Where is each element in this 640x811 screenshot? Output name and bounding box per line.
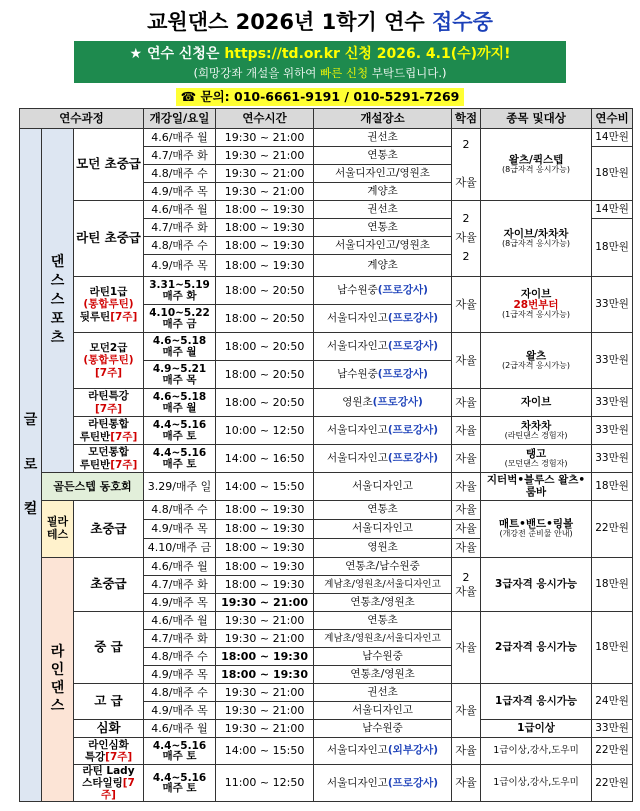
registration-link[interactable]: https://td.or.kr 신청 2026. 4.1(수)까지!	[224, 46, 511, 62]
course-line-mid: 중 급	[74, 612, 144, 684]
course-latin-routine: 라틴통합 루틴반[7주]	[74, 417, 144, 445]
table-row: 4.9/매주 목 18:00 ~ 19:30 서울디자인고 자율	[20, 520, 633, 539]
col-place: 개설장소	[314, 109, 452, 129]
table-header	[20, 109, 633, 129]
table-row: 심화 4.6/매주 월 19:30 ~ 21:00 남수원중 1급이상 33만원	[20, 720, 633, 738]
course-latin-basic: 라틴 초중급	[74, 201, 144, 277]
col-credit: 학점	[452, 109, 481, 129]
table-row: 4.7/매주 화 18:00 ~ 19:30 계남초/영원초/서울디자인고	[20, 576, 633, 594]
table-row: 4.7/매주 화 19:30 ~ 21:00 계남초/영원초/서울디자인고	[20, 630, 633, 648]
table-row: 필라테스 초중급 4.8/매주 수 18:00 ~ 19:30 연통초 자율 매트•밴드•링볼 (개강전 준비물 안내) 22만원	[20, 501, 633, 520]
table-row: 라인심화 특강[7주] 4.4~5.16 매주 토 14:00 ~ 15:50 서울디자인고(외부강사) 자율 1급이상,강사,도우미 22만원	[20, 738, 633, 765]
table-row: 4.9~5.21 매주 목 18:00 ~ 20:50 남수원중(프로강사)	[20, 361, 633, 389]
table-row: 4.7/매주 화 18:00 ~ 19:30 연통초 18만원	[20, 219, 633, 237]
course-modern2: 모던2급 (통합루틴) [7주]	[74, 333, 144, 389]
table-row: 라틴통합 루틴반[7주] 4.4~5.16 매주 토 10:00 ~ 12:50 서울디자인고(프로강사) 자율 차차차 (라틴댄스 경험자) 33만원	[20, 417, 633, 445]
col-time: 연수시간	[216, 109, 314, 129]
status-badge: 접수중	[432, 10, 493, 34]
course-modern-routine: 모던통합 루틴반[7주]	[74, 445, 144, 473]
group-pilates: 필라테스	[42, 501, 74, 558]
course-pilates: 초중급	[74, 501, 144, 558]
table-row: 고 급 4.8/매주 수 19:30 ~ 21:00 권선초 자율 1급자격 응시가능 24만원	[20, 684, 633, 702]
table-row: 모던2급 (통합루틴) [7주] 4.6~5.18 매주 월 18:00 ~ 20:50 서울디자인고(프로강사) 자율 왈츠 (2급자격 응시가능) 33만원	[20, 333, 633, 361]
group-linedance: 라인댄스	[42, 558, 74, 802]
schedule-table	[19, 108, 633, 802]
course-line-basic: 초중급	[74, 558, 144, 612]
course-golden-step: 골든스텝 동호회	[42, 473, 144, 501]
table-row: 4.10~5.22 매주 금 18:00 ~ 20:50 서울디자인고(프로강사)	[20, 305, 633, 333]
col-date: 개강일/요일	[144, 109, 216, 129]
table-row: 4.9/매주 목 19:30 ~ 21:00 계양초	[20, 183, 633, 201]
table-row: 모던통합 루틴반[7주] 4.4~5.16 매주 토 14:00 ~ 16:50 서울디자인고(프로강사) 자율 탱고 (모던댄스 경험자) 33만원	[20, 445, 633, 473]
table-row: 4.8/매주 수 19:30 ~ 21:00 서울디자인고/영원초	[20, 165, 633, 183]
table-row: 4.7/매주 화 19:30 ~ 21:00 연통초 18만원	[20, 147, 633, 165]
table-row: 라틴 Lady 스타일링[7주] 4.4~5.16 매주 토 11:00 ~ 12:50 서울디자인고(프로강사) 자율 1급이상,강사,도우미 22만원	[20, 765, 633, 802]
group-global: 글로컬	[20, 129, 42, 802]
table-row: 라틴특강 [7주] 4.6~5.18 매주 월 18:00 ~ 20:50 영원초(프로강사) 자율 자이브 33만원	[20, 389, 633, 417]
course-modern-basic: 모던 초중급	[74, 129, 144, 201]
table-row: 4.9/매주 목 19:30 ~ 21:00 서울디자인고	[20, 702, 633, 720]
col-course: 연수과정	[20, 109, 144, 129]
table-row: 골든스텝 동호회 3.29/매주 일 14:00 ~ 15:50 서울디자인고 자율 지터벅•블루스 왈츠•룸바 18만원	[20, 473, 633, 501]
table-row: 글로컬 댄스스포츠 모던 초중급 4.6/매주 월 19:30 ~ 21:00 권선초 2 자율 왈츠/퀵스텝 (8급자격 응시가능) 14만원	[20, 129, 633, 147]
table-row: 4.9/매주 목 18:00 ~ 19:30 연통초/영원초	[20, 666, 633, 684]
table-row: 라틴1급 (통합루틴) 뒷루틴[7주] 3.31~5.19 매주 화 18:00 ~ 20:50 남수원중(프로강사) 자율 자이브 28번부터 (1급자격 응시가능) 33만원	[20, 277, 633, 305]
course-line-adv: 고 급	[74, 684, 144, 720]
course-line-deep: 심화	[74, 720, 144, 738]
course-line-special: 라인심화 특강[7주]	[74, 738, 144, 765]
table-row: 4.8/매주 수 18:00 ~ 19:30 남수원중	[20, 648, 633, 666]
registration-banner: ★ 연수 신청은 https://td.or.kr 신청 2026. 4.1(수)까지! (희망강좌 개설을 위하여 빠른 신청 부탁드립니다.)	[74, 41, 566, 83]
course-latin1: 라틴1급 (통합루틴) 뒷루틴[7주]	[74, 277, 144, 333]
course-latin-special: 라틴특강 [7주]	[74, 389, 144, 417]
table-row: 4.9/매주 목 18:00 ~ 19:30 계양초	[20, 255, 633, 277]
table-row: 라틴 초중급 4.6/매주 월 18:00 ~ 19:30 권선초 2 자율 2 자이브/차차차 (8급자격 응시가능) 14만원	[20, 201, 633, 219]
table-row: 4.9/매주 목 19:30 ~ 21:00 연통초/영원초	[20, 594, 633, 612]
group-dancesport: 댄스스포츠	[42, 129, 74, 473]
contact-info: ☎ 문의: 010-6661-9191 / 010-5291-7269	[176, 88, 464, 106]
table-row: 4.10/매주 금 18:00 ~ 19:30 영원초 자율	[20, 539, 633, 558]
course-latin-lady: 라틴 Lady 스타일링[7주]	[74, 765, 144, 802]
table-row: 4.8/매주 수 18:00 ~ 19:30 서울디자인고/영원초	[20, 237, 633, 255]
col-fee: 연수비	[592, 109, 633, 129]
table-row: 중 급 4.6/매주 월 19:30 ~ 21:00 연통초 자율 2급자격 응시가능 18만원	[20, 612, 633, 630]
col-target: 종목 및대상	[481, 109, 592, 129]
page-title: 교원댄스 2026년 1학기 연수 접수중	[147, 10, 493, 34]
table-row: 라인댄스 초중급 4.6/매주 월 18:00 ~ 19:30 연통초/남수원중 2 자율 3급자격 응시가능 18만원	[20, 558, 633, 576]
